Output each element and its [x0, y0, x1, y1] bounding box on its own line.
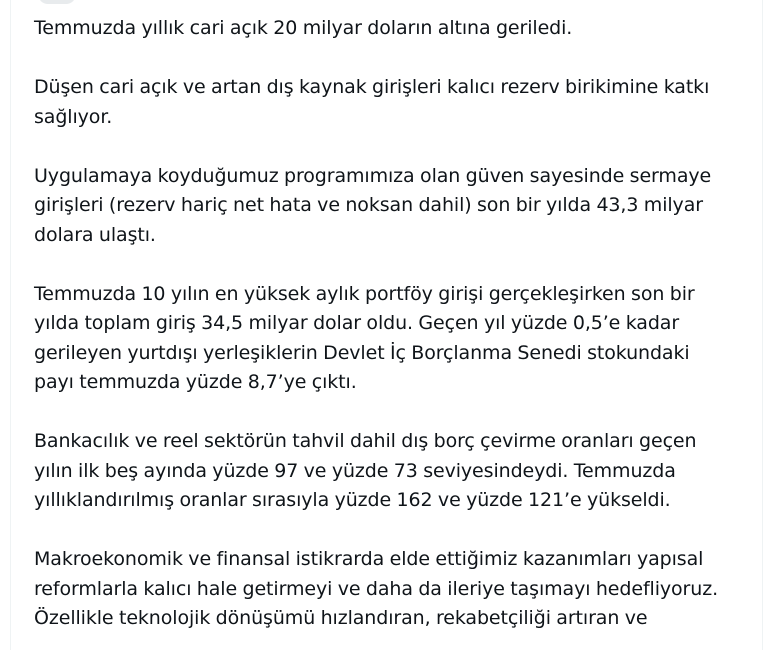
tweet-paragraph: Bankacılık ve reel sektörün tahvil dahil dış borç çevirme oranları geçen yılın ilk beş ayında yüzde 97 ve yüzde 73 seviyesindeydi. Temmuzda yıllıklandırılmış oranlar sırasıyla yüzde 162 ve yüzde 121’e yükseldi.	[34, 430, 697, 511]
tweet-paragraph: Düşen cari açık ve artan dış kaynak girişleri kalıcı rezerv birikimine katkı sağlıyor.	[34, 76, 710, 128]
tweet-text	[34, 14, 746, 650]
timeline-border-left	[10, 0, 11, 650]
tweet-paragraph: Temmuzda 10 yılın en yüksek aylık portföy girişi gerçekleşirken son bir yılda toplam giriş 34,5 milyar dolar oldu. Geçen yıl yüzde 0,5’e kadar gerileyen yurtdışı yerleşiklerin Devlet İç Borçlanma Senedi stokundaki payı temmuzda yüzde 8,7’ye çıktı.	[34, 282, 695, 393]
tweet-paragraph: Uygulamaya koyduğumuz programımıza olan güven sayesinde sermaye girişleri (rezerv hariç net hata ve noksan dahil) son bir yılda 43,3 milyar dolara ulaştı.	[34, 164, 712, 246]
tweet-paragraph: Makroekonomik ve finansal istikrarda elde ettiğimiz kazanımları yapısal reformlarla kalıcı hale getirmeyi ve daha da ileriye taşımayı hedefliyoruz. Özellikle teknolojik dönüşümü hızlandıran, rekabetçiliği artıran ve	[34, 548, 719, 629]
avatar[interactable]	[38, 0, 76, 4]
timeline-border-right	[762, 0, 763, 650]
tweet-paragraph: Temmuzda yıllık cari açık 20 milyar doların altına geriledi.	[34, 17, 573, 39]
